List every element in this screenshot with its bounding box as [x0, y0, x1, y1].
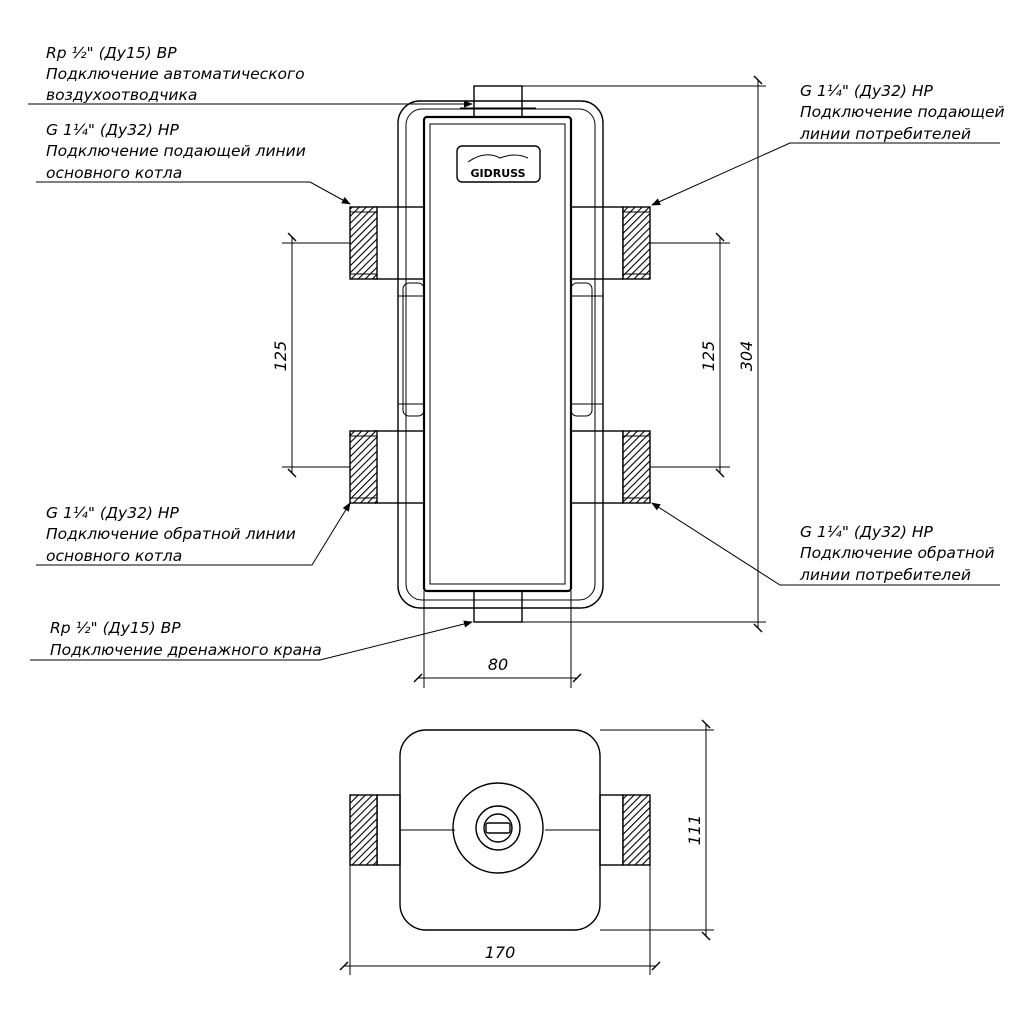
thread-icon	[350, 795, 377, 865]
right-top-nozzle	[571, 207, 650, 279]
label-boiler-supply-line1: Подключение подающей линии	[46, 142, 306, 160]
label-boiler-return-line2: основного котла	[46, 547, 183, 565]
top-view	[344, 724, 714, 975]
air-vent-fitting-mid	[476, 806, 520, 850]
label-boiler-return-line1: Подключение обратной линии	[46, 525, 296, 543]
label-consumer-supply-line2: линии потребителей	[800, 125, 971, 143]
separator-body	[424, 117, 571, 591]
dimension-total-height	[522, 80, 766, 628]
label-drain	[50, 619, 322, 659]
label-consumer-supply-line1: Подключение подающей	[800, 103, 1005, 121]
leader-boiler-supply	[36, 182, 350, 204]
separator-body-inner	[430, 124, 565, 584]
dimension-right-value: 125	[699, 340, 718, 372]
left-top-nozzle	[350, 207, 424, 279]
thread-icon	[350, 207, 377, 279]
brand-text: GIDRUSS	[470, 167, 526, 180]
label-air-vent	[46, 44, 305, 104]
air-vent-fitting-outer	[453, 783, 543, 873]
left-bottom-nozzle	[350, 431, 424, 503]
right-shell-segment	[571, 283, 592, 416]
dimension-left-spacing	[271, 237, 350, 473]
label-consumer-supply-spec: G 1¼" (Ду32) НР	[800, 82, 933, 100]
label-boiler-supply-spec: G 1¼" (Ду32) НР	[46, 121, 179, 139]
dimension-body-width	[418, 591, 577, 688]
label-consumer-return-line2: линии потребителей	[800, 566, 971, 584]
label-air-vent-line2: воздухоотводчика	[46, 86, 198, 104]
thread-icon	[350, 431, 377, 503]
label-consumer-return-spec: G 1¼" (Ду32) НР	[800, 523, 933, 541]
label-boiler-supply	[46, 121, 306, 182]
label-air-vent-spec: Rp ½" (Ду15) ВР	[46, 44, 177, 62]
label-consumer-return	[799, 523, 995, 584]
right-bottom-nozzle	[571, 431, 650, 503]
dimension-body-width-value: 80	[487, 655, 509, 674]
thread-icon	[623, 431, 650, 503]
label-boiler-return	[46, 504, 296, 565]
dimension-top-width-value: 170	[484, 943, 516, 962]
brand-logo	[457, 146, 540, 182]
label-consumer-return-line1: Подключение обратной	[800, 544, 995, 562]
label-drain-line1: Подключение дренажного крана	[50, 641, 322, 659]
label-drain-spec: Rp ½" (Ду15) ВР	[50, 619, 181, 637]
thread-icon	[623, 795, 650, 865]
label-boiler-supply-line2: основного котла	[46, 164, 183, 182]
dimension-total-height-value: 304	[737, 340, 756, 372]
label-air-vent-line1: Подключение автоматического	[46, 65, 305, 83]
dimension-right-spacing	[650, 237, 730, 473]
label-boiler-return-spec: G 1¼" (Ду32) НР	[46, 504, 179, 522]
air-vent-fitting-inner	[484, 814, 512, 842]
leader-consumer-supply	[652, 143, 1000, 205]
drain-nozzle	[474, 591, 522, 622]
dimension-top-depth-value: 111	[685, 814, 704, 846]
thread-icon	[623, 207, 650, 279]
label-consumer-supply	[799, 82, 1005, 143]
dimension-left-value: 125	[271, 340, 290, 372]
